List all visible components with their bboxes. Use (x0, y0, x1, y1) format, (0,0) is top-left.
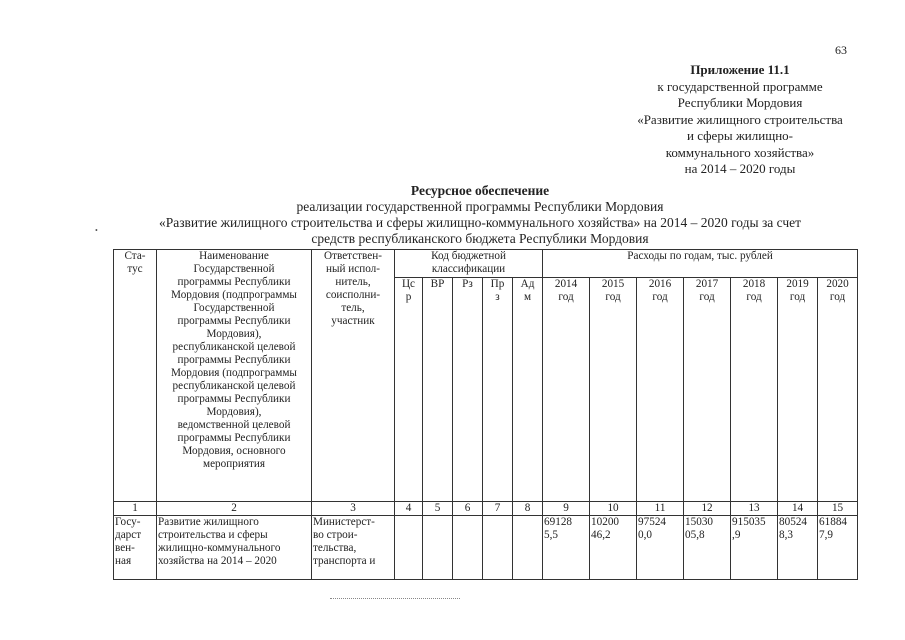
row-code (423, 516, 453, 580)
resource-line: «Развитие жилищного строительства и сферы жилищно-коммунального хозяйства» на 2014 – 2020 годы за счет (158, 215, 802, 230)
column-number: 2 (157, 502, 312, 516)
appendix-block (590, 62, 890, 178)
row-code (513, 516, 543, 580)
column-number: 10 (590, 502, 637, 516)
column-number: 1 (114, 502, 157, 516)
row-name: Развитие жилищного строительства и сферы жилищно-коммунального хозяйства на 2014 – 2020 (157, 516, 312, 580)
row-value: 69128 5,5 (543, 516, 590, 580)
resource-title-block (0, 183, 905, 247)
row-value: 915035 ,9 (731, 516, 778, 580)
row-value: 61884 7,9 (818, 516, 858, 580)
header-budget-code: Код бюджетной классификации (395, 250, 543, 278)
appendix-line: к государственной программе (657, 78, 823, 94)
divider (330, 598, 460, 599)
year-header: 2018 год (731, 278, 778, 502)
column-number: 8 (513, 502, 543, 516)
column-number-row (114, 502, 858, 516)
row-value: 97524 0,0 (637, 516, 684, 580)
row-value: 80524 8,3 (778, 516, 818, 580)
row-value: 10200 46,2 (590, 516, 637, 580)
column-number: 6 (453, 502, 483, 516)
appendix-line: Республики Мордовия (677, 95, 803, 110)
year-header: 2019 год (778, 278, 818, 502)
column-number: 9 (543, 502, 590, 516)
row-responsible: Министерст- во строи- тельства, транспорта и (312, 516, 395, 580)
code-col-header: Цс р (395, 278, 423, 502)
column-number: 15 (818, 502, 858, 516)
resource-title: Ресурсное обеспечение (410, 183, 550, 198)
row-code (483, 516, 513, 580)
column-number: 3 (312, 502, 395, 516)
column-number: 12 (684, 502, 731, 516)
page-number: 63 (835, 43, 847, 57)
row-value: 15030 05,8 (684, 516, 731, 580)
header-responsible: Ответствен- ный испол- нитель, соисполни- тель, участник (312, 250, 395, 502)
code-col-header: Пр з (483, 278, 513, 502)
year-header: 2015 год (590, 278, 637, 502)
year-header: 2014 год (543, 278, 590, 502)
column-number: 14 (778, 502, 818, 516)
year-header: 2016 год (637, 278, 684, 502)
appendix-line: коммунального хозяйства» (665, 144, 815, 160)
resource-table (113, 249, 858, 580)
table-row (114, 516, 858, 580)
appendix-title: Приложение 11.1 (690, 62, 790, 77)
year-header: 2017 год (684, 278, 731, 502)
column-number: 4 (395, 502, 423, 516)
year-header: 2020 год (818, 278, 858, 502)
code-col-header: ВР (423, 278, 453, 502)
column-number: 13 (731, 502, 778, 516)
row-code (453, 516, 483, 580)
row-status: Госу- дарст вен- ная (114, 516, 157, 580)
column-number: 5 (423, 502, 453, 516)
header-row (114, 250, 858, 278)
header-expenses: Расходы по годам, тыс. рублей (543, 250, 858, 278)
header-name: Наименование Государственной программы Республики Мордовия (подпрограммы Государственной программы Республики Мордовия), республиканской целевой программы Республики Мордовия (подпрограммы республиканской целевой программы Республики Мордовия), ведомственной целевой программы Республики Мордовия, основного мероприятия (157, 250, 312, 502)
appendix-line: «Развитие жилищного строительства (637, 111, 843, 127)
column-number: 11 (637, 502, 684, 516)
appendix-line: и сферы жилищно- (687, 128, 793, 143)
code-col-header: Рз (453, 278, 483, 502)
resource-line: реализации государственной программы Республики Мордовия (296, 199, 664, 214)
row-code (395, 516, 423, 580)
appendix-line: на 2014 – 2020 годы (684, 161, 796, 176)
margin-mark: • (95, 226, 98, 235)
code-col-header: Ад м (513, 278, 543, 502)
resource-line: средств республиканского бюджета Республики Мордовия (311, 231, 649, 246)
header-status: Ста- тус (114, 250, 157, 502)
column-number: 7 (483, 502, 513, 516)
